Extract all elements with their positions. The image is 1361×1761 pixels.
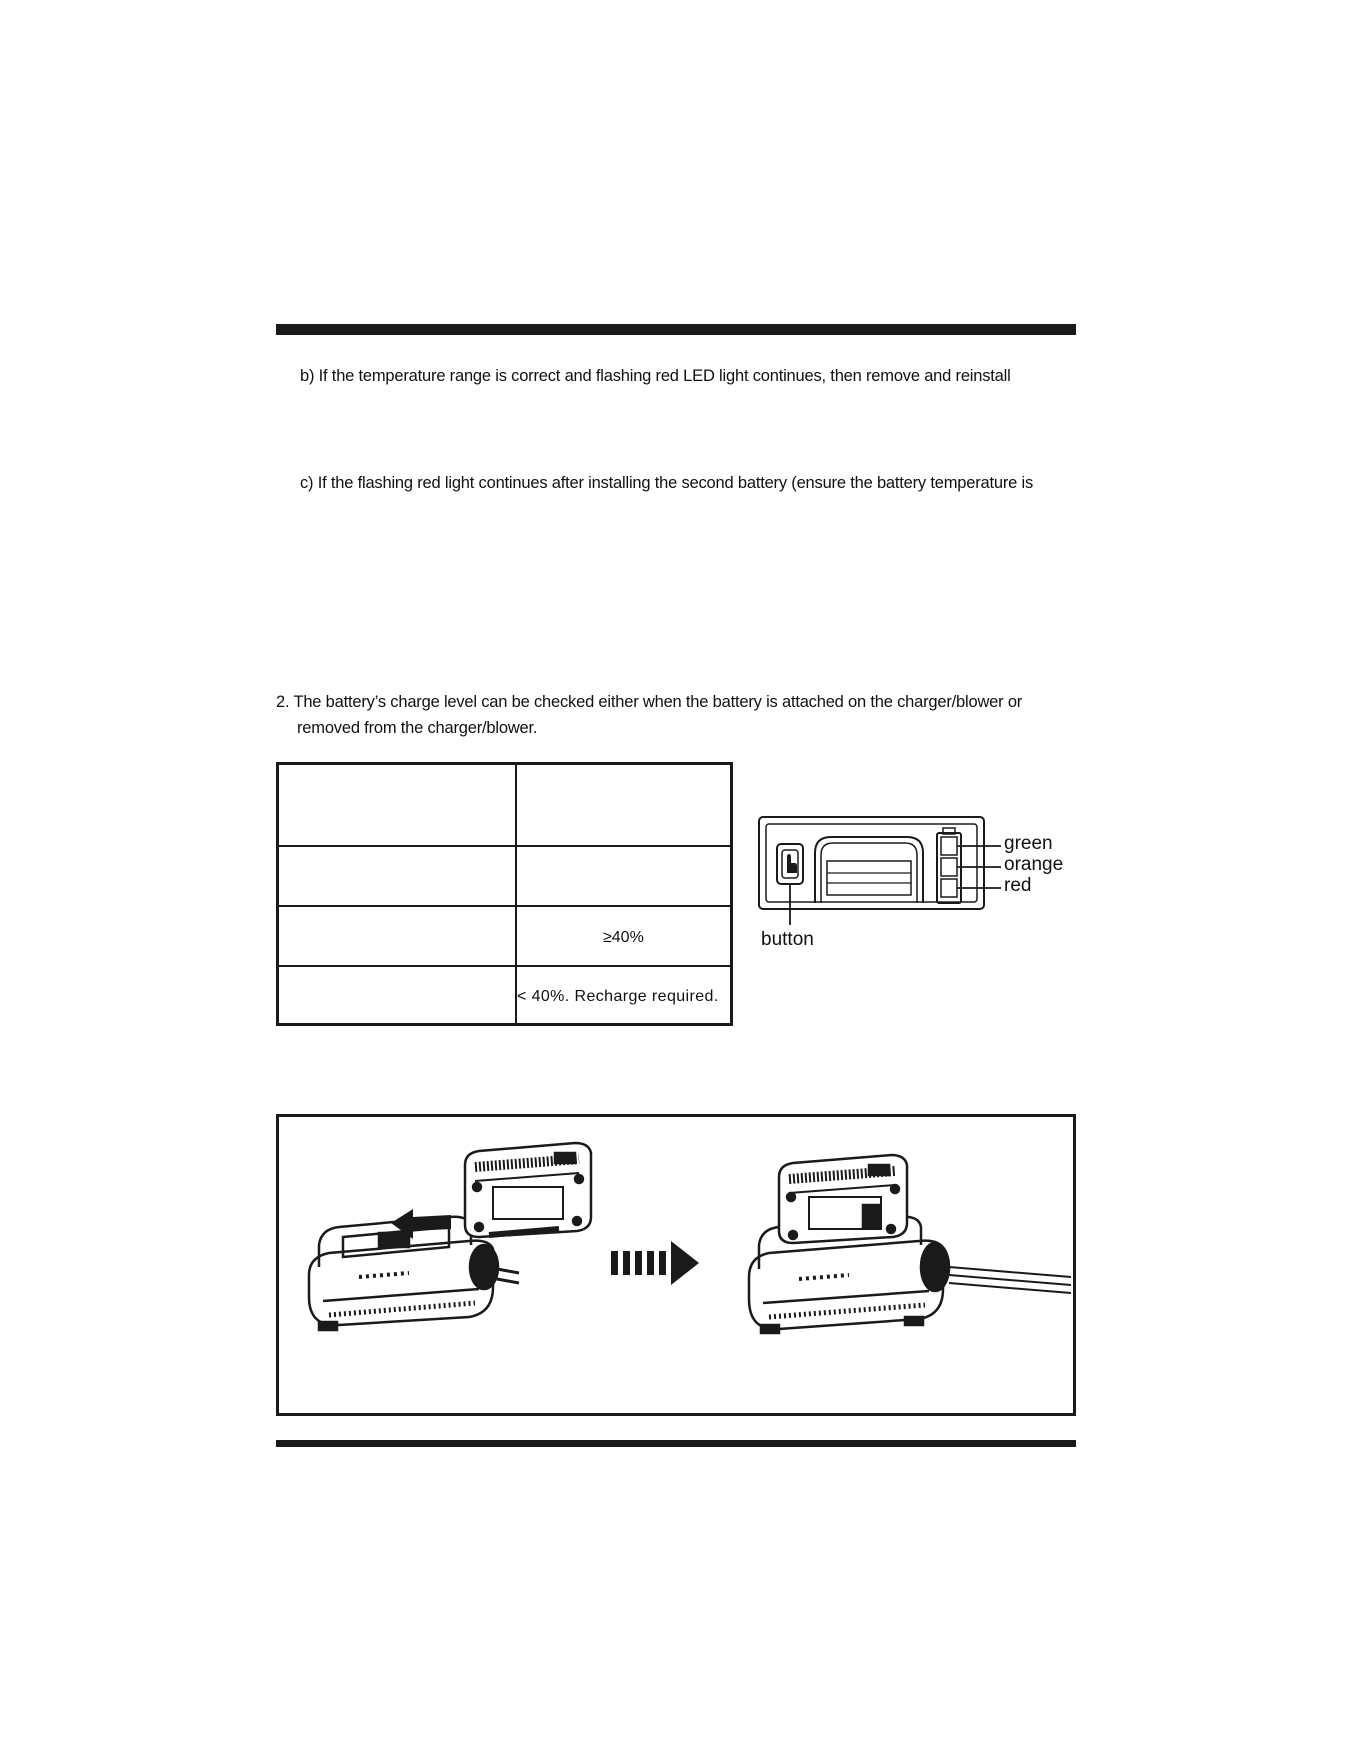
battery-icon [937, 828, 961, 903]
finger-press-icon [777, 844, 803, 884]
instruction-2-line2: removed from the charger/blower. [297, 719, 538, 737]
instruction-b: b) If the temperature range is correct and flashing red LED light continues, then remove and reinstall [300, 367, 1011, 385]
table-row-divider [279, 905, 730, 907]
led-label-red: red [1004, 875, 1032, 896]
table-column-divider [515, 765, 517, 1023]
instruction-c: c) If the flashing red light continues after installing the second battery (ensure the battery temperature is [300, 474, 1034, 492]
battery-left [465, 1143, 591, 1237]
installation-drawing [279, 1117, 1073, 1413]
top-rule [276, 324, 1076, 335]
table-cell-charge-high: ≥40% [603, 929, 644, 946]
instruction-2-line1: 2. The battery’s charge level can be checked either when the battery is attached on the charger/blower or [276, 693, 1023, 711]
table-row-divider [279, 845, 730, 847]
table-cell-charge-low: < 40%. Recharge required. [517, 988, 719, 1005]
led-label-orange: orange [1004, 854, 1064, 875]
bottom-rule [276, 1440, 1076, 1447]
charge-level-table [276, 762, 733, 1026]
battery-right [779, 1155, 907, 1243]
battery-indicator-diagram [757, 815, 1077, 955]
led-label-green: green [1004, 833, 1053, 854]
table-row-divider [279, 965, 730, 967]
dashed-right-arrow-icon [611, 1241, 699, 1285]
battery-installation-illustration [276, 1114, 1076, 1416]
button-label: button [761, 929, 814, 950]
